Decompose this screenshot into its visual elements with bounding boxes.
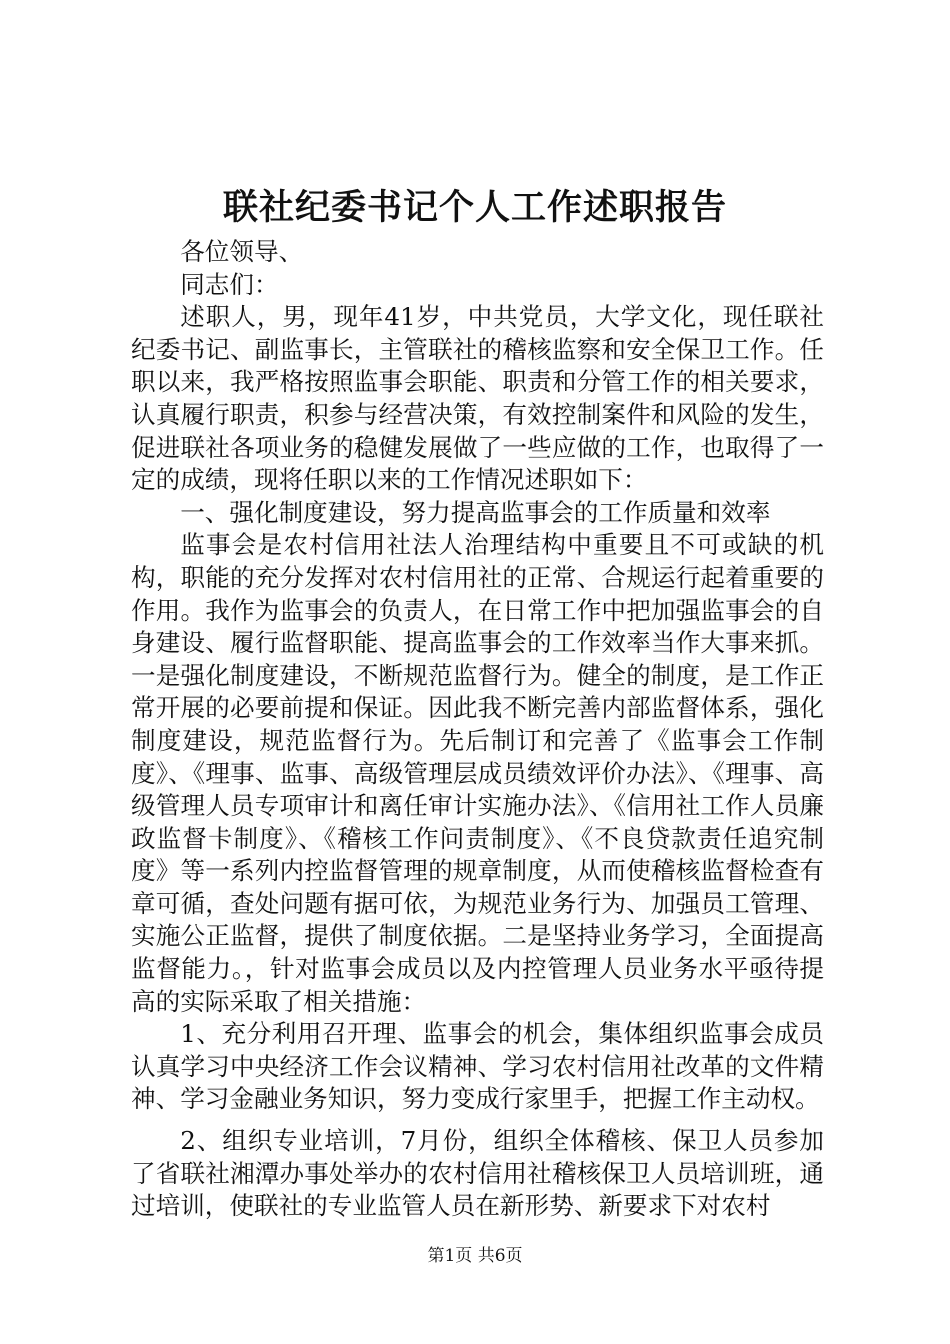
- list-item-2: 2、组织专业培训，7月份，组织全体稽核、保卫人员参加了省联社湘潭办事处举办的农村信用社稽核保卫人员培训班，通过培训，使联社的专业监管人员在新形势、新要求下对农村: [131, 1126, 824, 1221]
- intro-paragraph: 述职人，男，现年41岁，中共党员，大学文化，现任联社纪委书记、副监事长，主管联社的稽核监察和安全保卫工作。任职以来，我严格按照监事会职能、职责和分管工作的相关要求，认真履行职责，积参与经营决策，有效控制案件和风险的发生，促进联社各项业务的稳健发展做了一些应做的工作，也取得了一定的成绩，现将任职以来的工作情况述职如下：: [131, 302, 824, 495]
- section-heading: 一、强化制度建设，努力提高监事会的工作质量和效率: [180, 497, 771, 527]
- salutation-line-2: 同志们：: [180, 269, 279, 299]
- salutation-line-1: 各位领导、: [180, 237, 304, 266]
- document-title: 联社纪委书记个人工作述职报告: [222, 187, 727, 228]
- section-body-paragraph: 监事会是农村信用社法人治理结构中重要且不可或缺的机构，职能的充分发挥对农村信用社的正常、合规运行起着重要的作用。我作为监事会的负责人，在日常工作中把加强监事会的自身建设、履行监督职能、提高监事会的工作效率当作大事来抓。一是强化制度建设，不断规范监督行为。健全的制度，是工作正常开展的必要前提和保证。因此我不断完善内部监督体系，强化制度建设，规范监督行为。先后制订和完善了《监事会工作制度》、《理事、监事、高级管理层成员绩效评价办法》、《理事、高级管理人员专项审计和离任审计实施办法》、《信用社工作人员廉政监督卡制度》、《稽核工作问责制度》、《不良贷款责任追究制度》等一系列内控监督管理的规章制度，从而使稽核监督检查有章可循，查处问题有据可依，为规范业务行为、加强员工管理、实施公正监督，提供了制度依据。二是坚持业务学习，全面提高监督能力。，针对监事会成员以及内控管理人员业务水平亟待提高的实际采取了相关措施：: [131, 530, 824, 1016]
- list-item-1: 1、充分利用召开理、监事会的机会，集体组织监事会成员认真学习中央经济工作会议精神、学习农村信用社改革的文件精神、学习金融业务知识，努力变成行家里手，把握工作主动权。: [131, 1019, 824, 1114]
- page-footer: 第1页 共6页: [427, 1246, 523, 1266]
- document-body: [131, 236, 824, 1223]
